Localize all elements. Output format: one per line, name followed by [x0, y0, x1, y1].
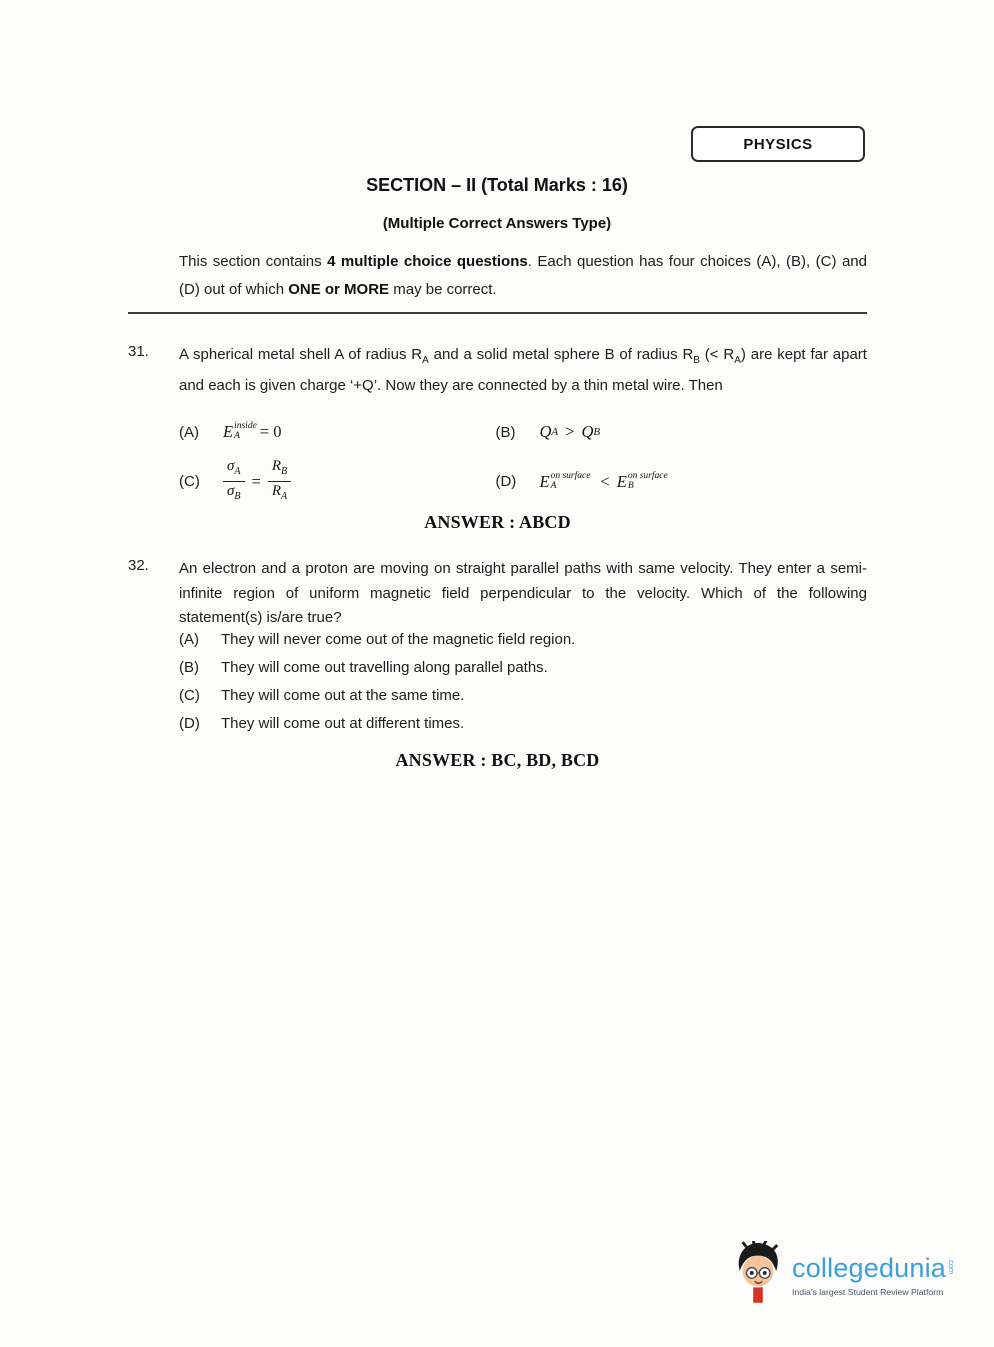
option-32-a: [179, 631, 867, 648]
option-31-c: [179, 458, 495, 505]
intro-text-2: . Each question has four choices (A), (B), (C) and (D) out of which: [179, 253, 867, 298]
subject-label: PHYSICS: [743, 135, 813, 153]
formula-rest: = 0: [259, 422, 282, 441]
brand-name: collegedunia: [792, 1252, 947, 1283]
formula-e-surface: [539, 472, 670, 492]
formula-e-inside: [223, 422, 281, 442]
question-32-number: 32.: [128, 557, 149, 574]
formula-sub: A: [234, 431, 240, 441]
q31-subscript: A: [734, 355, 741, 366]
question-31-text: [179, 343, 867, 398]
section-subtitle: (Multiple Correct Answers Type): [382, 215, 612, 232]
option-text: They will come out at different times.: [221, 715, 465, 732]
question-32: [128, 557, 867, 631]
formula-base: Q: [539, 422, 552, 441]
option-text: They will come out travelling along parallel paths.: [221, 659, 548, 676]
formula-operator: <: [600, 471, 610, 491]
formula-scripts: on surface A: [550, 470, 591, 491]
brand-tld: .com: [947, 1257, 957, 1274]
option-label: (B): [495, 423, 516, 441]
question-31-number: 31.: [128, 343, 149, 360]
option-label: (A): [179, 631, 199, 648]
formula-scripts: on surface B: [627, 470, 668, 491]
question-32-options: [179, 631, 867, 732]
formula-base: E: [223, 422, 234, 441]
question-31-options: [179, 422, 867, 505]
option-32-b: [179, 659, 867, 676]
formula-sub: A: [551, 426, 559, 438]
formula-operator: >: [565, 422, 575, 441]
formula-qa-qb: [539, 422, 600, 442]
fraction-denominator: $\sigma_B$: [227, 483, 241, 502]
q31-text-part: and a solid metal sphere B of radius R: [428, 346, 694, 363]
formula-sigma-ratio: [223, 458, 291, 505]
formula-base: Q: [581, 422, 594, 441]
formula-scripts: [234, 421, 257, 441]
formula-sup: inside: [234, 421, 257, 431]
answer-32: ANSWER : BC, BD, BCD: [395, 750, 600, 770]
q31-text-part: (< R: [699, 346, 735, 363]
q31-text-part: A spherical metal shell A of radius R: [179, 346, 423, 363]
intro-bold-2: ONE or MORE: [288, 281, 390, 298]
subject-label-box: [691, 126, 865, 162]
fraction-numerator: $R_B$: [268, 458, 291, 482]
intro-text-3: may be correct.: [389, 281, 497, 298]
option-label: (A): [179, 423, 199, 441]
option-text: They will never come out of the magnetic field region.: [221, 631, 576, 648]
option-label: (C): [179, 473, 200, 490]
formula-base: E: [616, 471, 627, 491]
option-32-c: [179, 687, 867, 704]
option-32-d: [179, 715, 867, 732]
q31-subscript: B: [693, 355, 700, 366]
option-text: They will come out at the same time.: [221, 687, 465, 704]
fraction-denominator: $R_A$: [271, 483, 288, 502]
formula-operator: =: [251, 471, 261, 491]
option-31-a: [179, 422, 495, 442]
option-label: (B): [179, 659, 199, 676]
option-label: (D): [179, 715, 200, 732]
formula-sub: B: [593, 426, 601, 438]
option-31-b: [495, 422, 867, 442]
fraction-numerator: $\sigma_A$: [223, 458, 245, 482]
q31-text-part: ) are kept far apart and each is given charge ‘+Q’. Now they are connected by a thin metal wire. Then: [179, 346, 867, 394]
formula-base: E: [539, 471, 550, 491]
intro-bold-1: 4 multiple choice questions: [327, 253, 528, 270]
answer-31: ANSWER : ABCD: [424, 512, 571, 532]
question-31: [128, 343, 867, 398]
fraction: [223, 458, 245, 505]
brand-tagline: India's largest Student Review Platform: [792, 1286, 944, 1297]
mascot-icon: [733, 1241, 783, 1308]
q31-subscript: A: [422, 355, 429, 366]
section-intro: [179, 248, 867, 304]
collegedunia-logo: [733, 1241, 956, 1308]
fraction: [268, 458, 291, 505]
option-label: (D): [495, 473, 517, 490]
question-32-text: An electron and a proton are moving on straight parallel paths with same velocity. They enter a semi-infinite region of uniform magnetic field perpendicular to the velocity. Which of the following statement(s) is/are true?: [179, 560, 867, 626]
section-title: SECTION – II (Total Marks : 16): [366, 175, 628, 195]
intro-text-1: This section contains: [179, 253, 328, 270]
option-31-d: [495, 472, 867, 492]
section-divider: [128, 312, 867, 314]
option-label: (C): [179, 687, 200, 704]
brand-text-block: [792, 1253, 956, 1297]
